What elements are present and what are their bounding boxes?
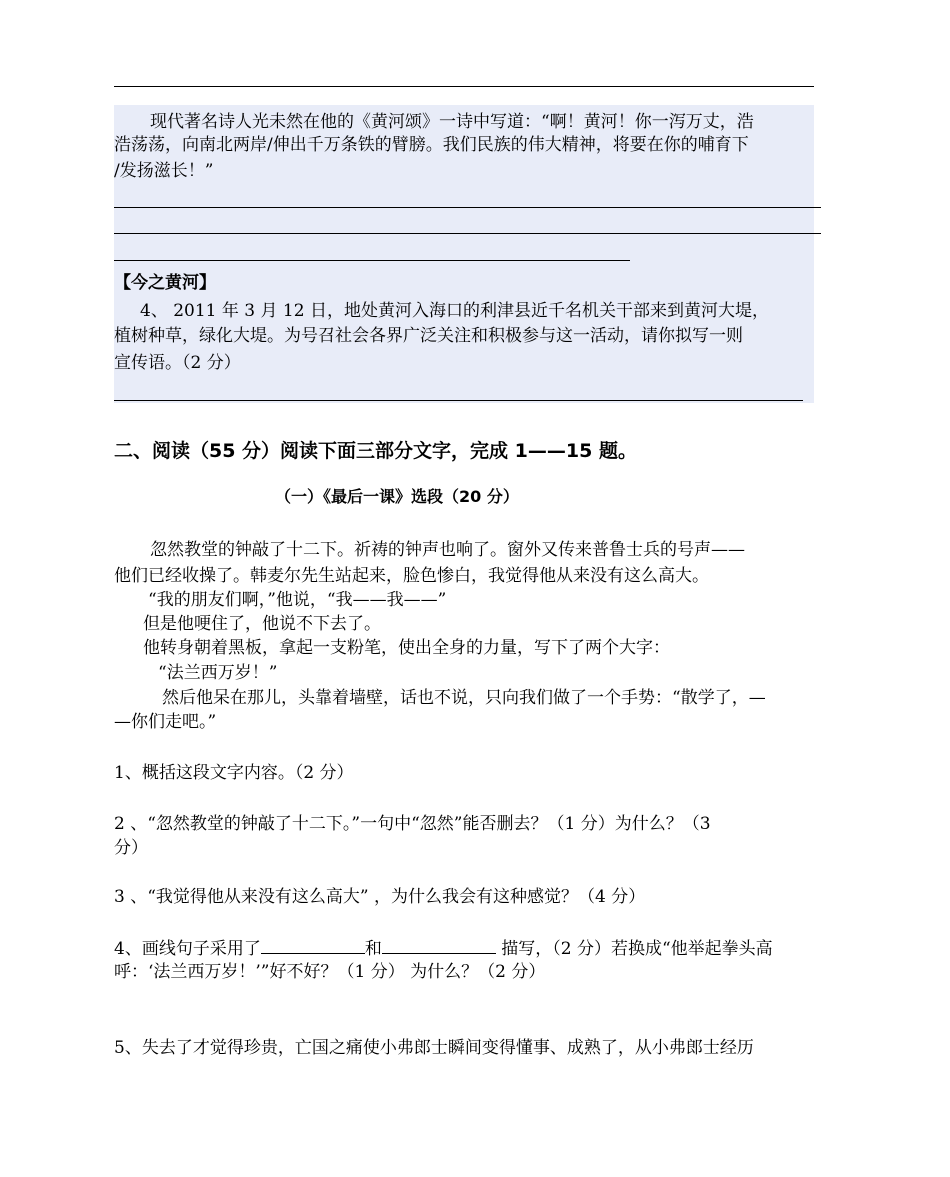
poem-line-2: 浩荡荡，向南北两岸/伸出千万条铁的臂膀。我们民族的伟大精神，将要在你的哺育下 bbox=[114, 135, 749, 155]
answer-line-2[interactable] bbox=[114, 233, 821, 234]
today-q4-line-2: 植树种草，绿化大堤。为号召社会各界广泛关注和积极参与这一活动，请你拟写一则 bbox=[114, 326, 743, 346]
question-4-line-2: 呼：‘法兰西万岁！’”好不好？（1 分） 为什么？（2 分） bbox=[114, 962, 546, 982]
passage-line-5: 他转身朝着黑板，拿起一支粉笔，使出全身的力量，写下了两个大字： bbox=[143, 638, 670, 658]
question-2-line-1: 2 、“忽然教堂的钟敲了十二下。”一句中“忽然”能否删去？（1 分）为什么？（3 bbox=[114, 814, 711, 834]
passage-line-3: “我的朋友们啊，”他说，“我——我——” bbox=[148, 590, 447, 610]
question-2-line-2: 分） bbox=[114, 838, 148, 858]
answer-line-3[interactable] bbox=[114, 260, 630, 261]
question-4-part-c: 描写，（2 分）若换成“他举起拳头高 bbox=[495, 939, 773, 959]
blank-1[interactable] bbox=[261, 935, 365, 954]
poem-line-1: 现代著名诗人光未然在他的《黄河颂》一诗中写道：“啊！黄河！你一泻万丈，浩 bbox=[150, 112, 754, 132]
today-q4-line-3: 宣传语。（2 分） bbox=[114, 353, 241, 373]
today-q4-line-1: 4、 2011 年 3 月 12 日，地处黄河入海口的利津县近千名机关干部来到黄河大堤， bbox=[140, 301, 769, 321]
passage-line-2: 他们已经收操了。韩麦尔先生站起来，脸色惨白，我觉得他从来没有这么高大。 bbox=[114, 566, 709, 586]
passage-line-6: “法兰西万岁！” bbox=[158, 663, 278, 683]
today-heading: 【今之黄河】 bbox=[114, 273, 216, 293]
question-1: 1、概括这段文字内容。（2 分） bbox=[114, 763, 354, 783]
passage-line-8: —你们走吧。” bbox=[114, 712, 217, 732]
poem-line-3: /发扬滋长！” bbox=[114, 161, 214, 181]
blank-2[interactable] bbox=[382, 935, 496, 954]
section2-title: 二、阅读（55 分）阅读下面三部分文字，完成 1——15 题。 bbox=[114, 440, 637, 462]
answer-line-1[interactable] bbox=[114, 207, 821, 208]
passage-line-4: 但是他哽住了，他说不下去了。 bbox=[143, 614, 381, 634]
part1-title: （一）《最后一课》选段（20 分） bbox=[275, 487, 519, 506]
answer-line-4[interactable] bbox=[114, 400, 803, 401]
question-5: 5、失去了才觉得珍贵，亡国之痛使小弗郎士瞬间变得懂事、成熟了，从小弗郎士经历 bbox=[114, 1038, 754, 1058]
passage-line-1: 忽然教堂的钟敲了十二下。祈祷的钟声也响了。窗外又传来普鲁士兵的号声—— bbox=[150, 540, 745, 560]
question-4-part-a: 4、画线句子采用了 bbox=[114, 939, 261, 959]
passage-line-7: 然后他呆在那儿，头靠着墙壁，话也不说，只向我们做了一个手势：“散学了，— bbox=[162, 688, 766, 708]
question-3: 3 、“我觉得他从来没有这么高大” ，为什么我会有这种感觉？（4 分） bbox=[114, 887, 646, 907]
question-4-part-b: 和 bbox=[364, 939, 382, 959]
question-4-line-1 bbox=[114, 935, 773, 962]
top-rule bbox=[114, 86, 814, 87]
